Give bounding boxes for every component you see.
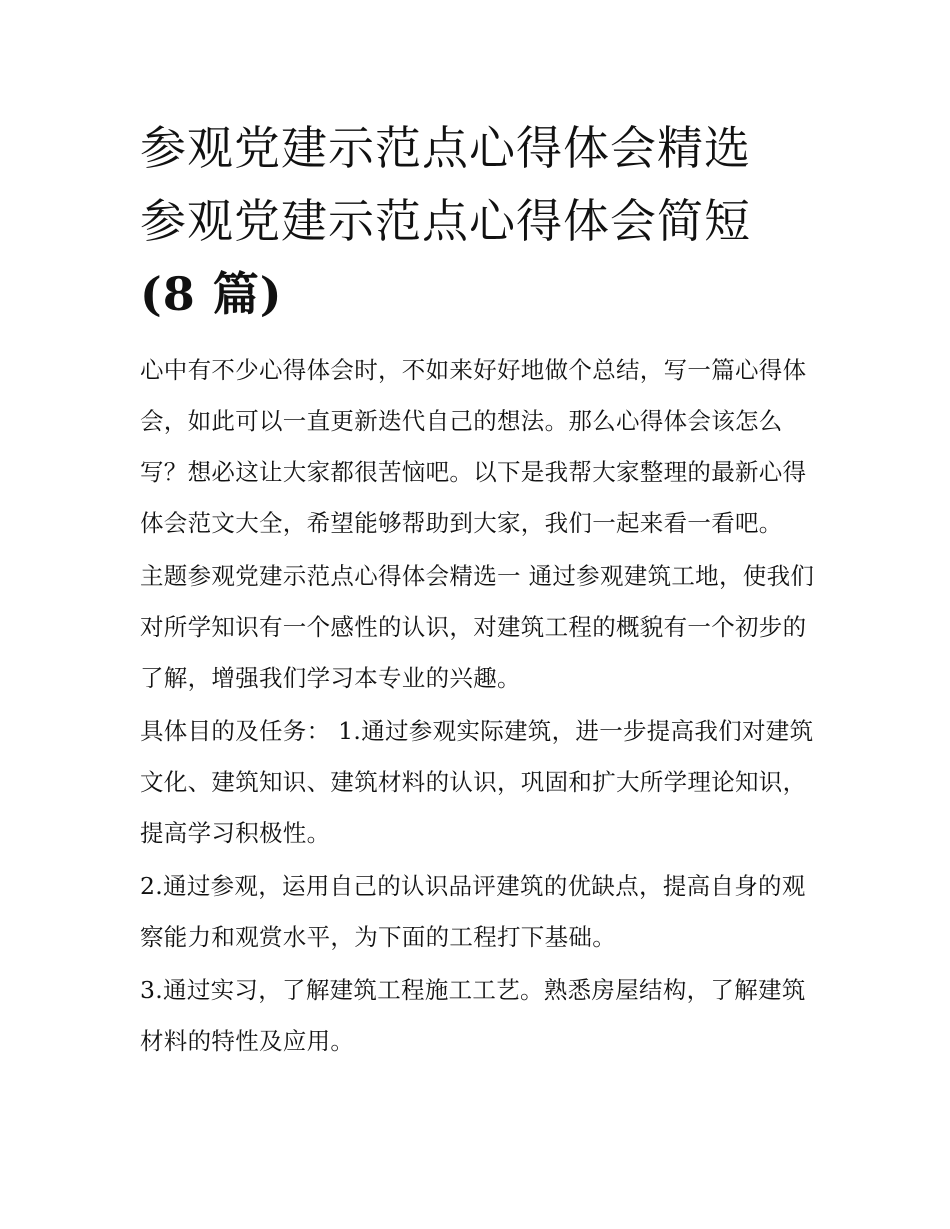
title-line-2: 参观党建示范点心得体会简短	[140, 194, 751, 248]
paragraph-goals: 具体目的及任务： 1.通过参观实际建筑，进一步提高我们对建筑文化、建筑知识、建筑材料的认识，巩固和扩大所学理论知识，提高学习积极性。	[140, 717, 814, 847]
paragraph-topic-one: 主题参观党建示范点心得体会精选一 通过参观建筑工地，使我们对所学知识有一个感性的认识，对建筑工程的概貌有一个初步的了解，增强我们学习本专业的兴趣。	[140, 562, 815, 692]
paragraph-item-3: 3.通过实习，了解建筑工程施工工艺。熟悉房屋结构，了解建筑材料的特性及应用。	[140, 976, 806, 1055]
document-body	[140, 112, 815, 1069]
title-paren-open: (	[140, 267, 163, 321]
title-line-1: 参观党建示范点心得体会精选	[140, 121, 751, 175]
title-count: 8	[162, 267, 196, 321]
document-title	[140, 112, 815, 331]
paragraph-intro: 心中有不少心得体会时，不如来好好地做个总结，写一篇心得体会，如此可以一直更新迭代自己的想法。那么心得体会该怎么写？想必这让大家都很苦恼吧。以下是我帮大家整理的最新心得体会范文大全，希望能够帮助到大家，我们一起来看一看吧。	[140, 356, 807, 537]
paragraph-item-2: 2.通过参观，运用自己的认识品评建筑的优缺点，提高自身的观察能力和观赏水平，为下面的工程打下基础。	[140, 872, 806, 951]
title-count-suffix: 篇)	[195, 267, 283, 321]
